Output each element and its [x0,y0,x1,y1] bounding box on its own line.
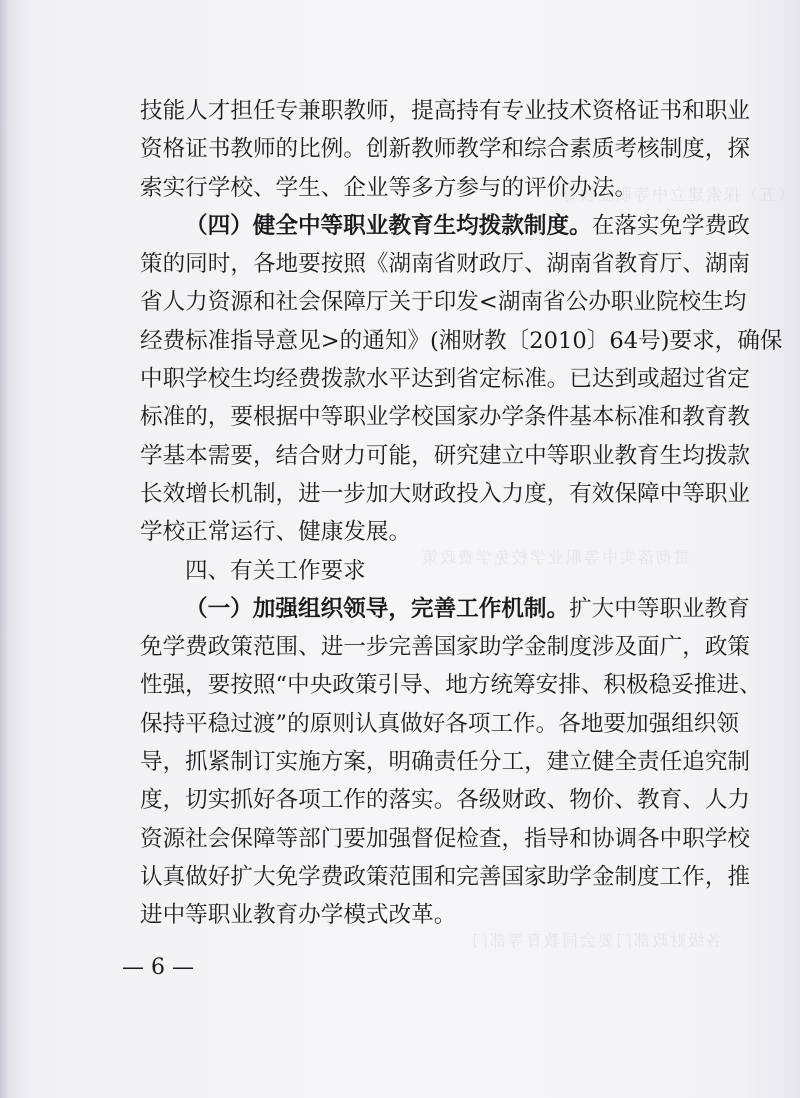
text-line: 性强，要按照“中央政策引导、地方统筹安排、积极稳妥推进、 [140,672,762,699]
text-line: 资源社会保障等部门要加强督促检查，指导和协调各中职学校 [140,825,751,852]
page-number: — 6 — [122,955,194,980]
text-fragment: 在落实免学费政 [591,212,750,239]
section-heading: （一）加强组织领导，完善工作机制。 [185,595,570,622]
text-line: 资格证书教师的比例。创新教师教学和综合素质考核制度，探 [140,136,751,163]
chapter-heading: 四、有关工作要求 [185,557,366,584]
text-line: 标准的，要根据中等职业学校国家办学条件基本标准和教育教 [140,404,751,431]
text-line: 省人力资源和社会保障厅关于印发<湖南省公办职业院校生均 [140,289,747,316]
text-line: 长效增长机制，进一步加大财政投入力度，有效保障中等职业 [140,480,751,507]
body-text [140,92,783,935]
text-line: 导，抓紧制订实施方案，明确责任分工，建立健全责任追究制 [140,749,751,776]
text-line: 经费标准指导意见>的通知》(湘财教〔2010〕64号)要求，确保 [140,327,783,354]
text-line: 学基本需要，结合财力可能，研究建立中等职业教育生均拨款 [140,442,751,469]
text-line: 度，切实抓好各项工作的落实。各级财政、物价、教育、人力 [140,787,751,814]
text-line: 学校正常运行、健康发展。 [140,519,412,546]
section-heading: （四）健全中等职业教育生均拨款制度。 [185,212,592,239]
text-line: 免学费政策范围、进一步完善国家助学金制度涉及面广，政策 [140,634,751,661]
text-line: 索实行学校、学生、企业等多方参与的评价办法。 [140,174,638,201]
text-line: 技能人才担任专兼职教师，提高持有专业技术资格证书和职业 [140,98,751,124]
section-heading-line [140,207,750,245]
text-fragment: 扩大中等职业教育 [569,595,750,622]
bleed-through-text: （五）探索建立中等职业教育 [560,185,795,204]
text-line: 保持平稳过渡”的原则认真做好各项工作。各地要加强组织领 [140,710,739,737]
text-line: 进中等职业教育办学模式改革。 [140,902,457,929]
text-line: 策的同时，各地要按照《湖南省财政厅、湖南省教育厅、湖南 [140,251,751,278]
section-heading-line [140,590,750,628]
page-fold-shadow [0,0,8,1098]
text-line: 认真做好扩大免学费政策范围和完善国家助学金制度工作，推 [140,863,751,890]
text-line: 中职学校生均经费拨款水平达到省定标准。已达到或超过省定 [140,366,751,393]
bleed-through-text: 各级财政部门要会同教育等部门 [470,931,723,950]
bleed-through-text: 贯彻落实中等职业学校免学费政策 [420,548,691,567]
